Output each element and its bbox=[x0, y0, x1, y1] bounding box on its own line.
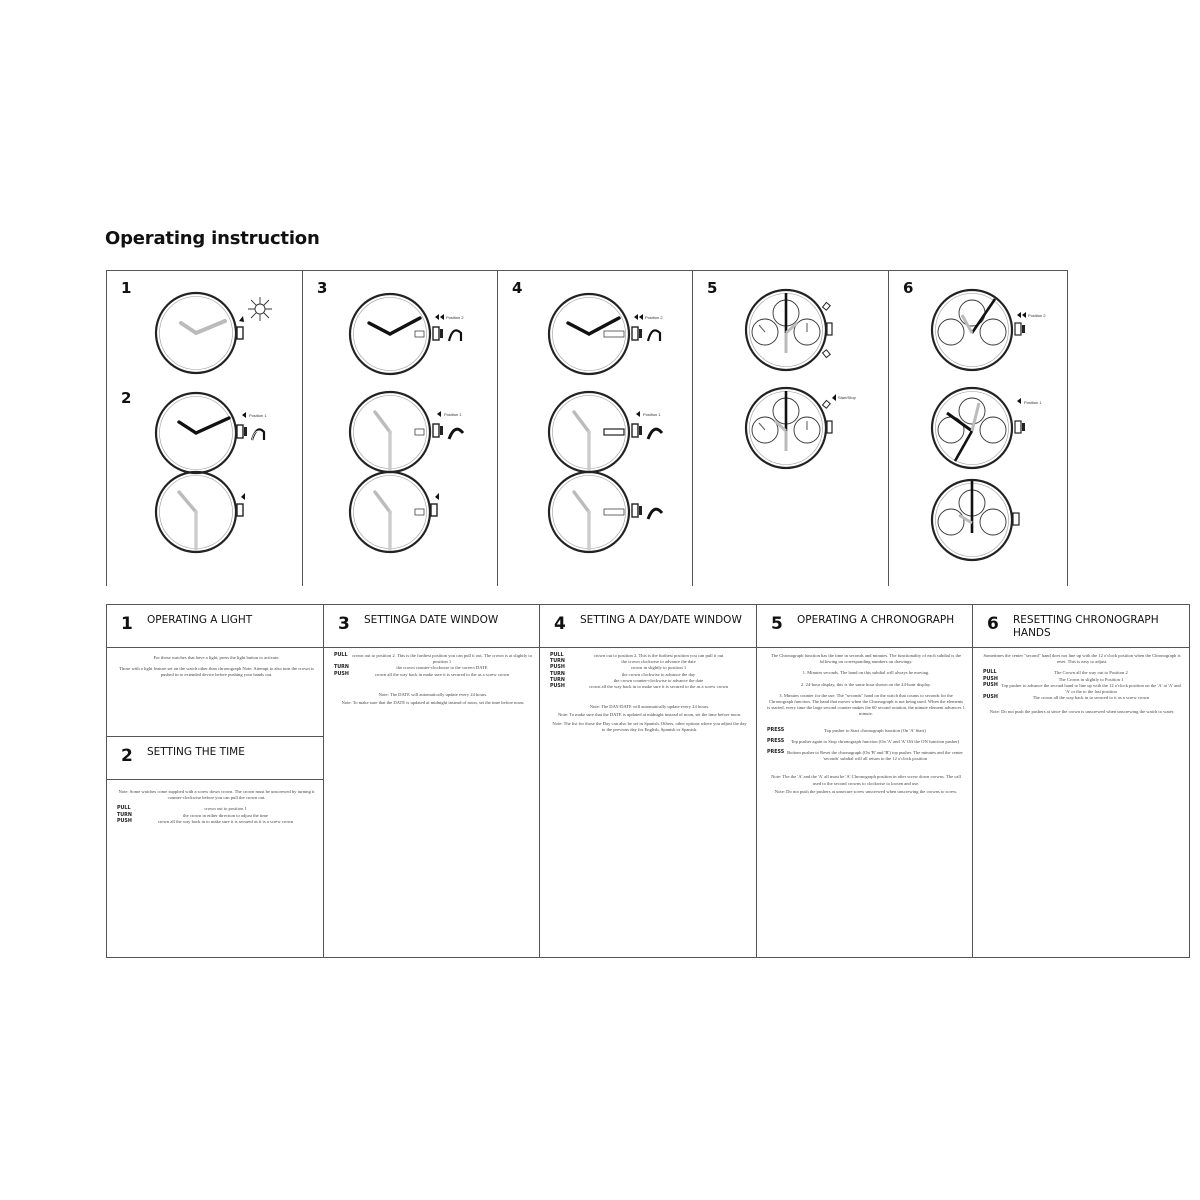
section-header-6 bbox=[973, 605, 1189, 648]
diagram-row bbox=[106, 270, 1068, 586]
section-body-1 bbox=[117, 655, 316, 684]
diagram-number-4: 4 bbox=[512, 279, 523, 297]
diagram-panel-5 bbox=[692, 271, 889, 586]
instruction-column-5 bbox=[756, 605, 973, 957]
section-number: 6 bbox=[987, 614, 999, 634]
diagram-number-1: 1 bbox=[121, 279, 132, 297]
section-body-3 bbox=[334, 653, 532, 711]
step-text: The Crown all the way out to Position 2 bbox=[1054, 670, 1128, 676]
rotate-arrow-icon bbox=[449, 330, 461, 341]
page-title: Operating instruction bbox=[105, 228, 320, 249]
section-note: Note: Do not push the pushers at since the crown is unscrewed when unscrewing the watch to water. bbox=[989, 709, 1175, 715]
rotate-arrow-icon bbox=[648, 330, 660, 341]
section-number: 5 bbox=[771, 614, 783, 634]
section-note: Note: The list for those the Day can also be set in Spanish. Others, other options where you adjust the day to the previous day for English, Spanish or Spanish. bbox=[552, 720, 747, 732]
section-number: 1 bbox=[121, 614, 133, 634]
watch-diagram-date-turn bbox=[345, 387, 495, 477]
step-row bbox=[983, 683, 1181, 695]
section-header-1 bbox=[107, 605, 324, 648]
diagram-label-start-stop: Start/Stop bbox=[838, 395, 856, 400]
step-text: The Crown in slightly to Position 1 bbox=[1058, 676, 1124, 682]
section-note: Note: The the 'A' and the 'A' all must be 'A' Chronograph position in after screw down crowns. The call used to the second crowns to clockwise to loosen and use. bbox=[771, 774, 961, 786]
step-row bbox=[983, 695, 1181, 701]
step-text: Top pusher to Start chronograph function (On 'A' Start) bbox=[824, 727, 926, 733]
section-body-5 bbox=[767, 653, 965, 800]
step-keyword: PULL bbox=[334, 653, 348, 658]
step-row bbox=[767, 728, 965, 734]
section-body-2 bbox=[117, 789, 316, 825]
step-text: crown out to position 1 bbox=[204, 806, 247, 812]
diagram-panel-3 bbox=[302, 271, 498, 586]
section-number: 2 bbox=[121, 746, 133, 766]
diagram-label-position2: Position 2 bbox=[645, 315, 663, 320]
step-row bbox=[550, 684, 749, 690]
step-keyword: PUSH bbox=[117, 818, 132, 824]
section-note: Note: The DATE will automatically update every 24 hours. bbox=[378, 691, 488, 697]
step-keyword: PUSH bbox=[334, 671, 349, 677]
step-keyword: PULL bbox=[117, 806, 131, 812]
step-keyword: PULL bbox=[983, 670, 997, 676]
section-note: Note: Do not push the pushers at unsecure screw unscrewed when unscrewing the crowns to screw. bbox=[774, 788, 958, 794]
step-keyword: PRESS bbox=[767, 727, 785, 733]
section-paragraph: Those with a light feature set on the watch other than chronograph Note: Attempt to also turn the crown is pushed in to extended device before pushing your hands out. bbox=[119, 666, 314, 678]
section-header-5 bbox=[757, 605, 973, 648]
section-body-4 bbox=[550, 653, 749, 738]
diagram-label-position1: Position 1 bbox=[249, 413, 267, 418]
step-text: Top pusher to advance the second hand to line up with the 12 o'clock position on the 'A' at 'A' and 'A' or the to the last position bbox=[1001, 682, 1181, 695]
step-keyword: TURN bbox=[550, 677, 565, 683]
watch-diagram-chrono-stop bbox=[741, 383, 891, 473]
diagram-number-3: 3 bbox=[317, 279, 328, 297]
diagram-label-position2: Position 2 bbox=[1028, 313, 1046, 318]
watch-diagram-daydate-turn bbox=[544, 387, 694, 477]
step-text: Top pusher again to Stop chronograph function (On 'A' and 'A' Off the ON function pusher) bbox=[790, 738, 960, 744]
diagram-panel-6 bbox=[888, 271, 1068, 586]
section-body-6 bbox=[983, 653, 1181, 721]
section-note: Note: To make sure that the DATE is updated at midnight instead of noon, set the time before noon. bbox=[341, 700, 525, 706]
watch-diagram-reset-pull bbox=[927, 285, 1067, 375]
section-paragraph: Note: Some watches come supplied with a screw down crown. The crown must be unscrewed by turning it counter-clockwise before you can pull the crown out. bbox=[118, 789, 315, 801]
step-keyword: PUSH bbox=[983, 676, 998, 682]
section-paragraph: 2. 24-hour display, this is the same hour shown on the 24-hour display. bbox=[801, 681, 931, 687]
instruction-column-1 bbox=[106, 605, 324, 957]
section-paragraph: The Chronograph function has the time in seconds and minutes. The functionality of each subdial is the following on corresponding numbers on drawings: bbox=[770, 653, 962, 665]
watch-diagram-light bbox=[151, 287, 291, 377]
section-header-4 bbox=[540, 605, 757, 648]
step-keyword: PUSH bbox=[983, 682, 998, 688]
watch-diagram-time-pushed bbox=[151, 467, 271, 567]
diagram-number-2: 2 bbox=[121, 389, 132, 407]
step-text: the crown counter-clockwise to advance the date bbox=[613, 677, 704, 683]
rotate-arrow-icon bbox=[449, 429, 463, 439]
section-note: Note: The DAY/DATE will automatically update every 24 hours. bbox=[589, 704, 710, 710]
step-text: the crown clockwise to advance the date bbox=[621, 659, 696, 665]
section-paragraph: 1. Minutes seconds. The hand on this subdial will always be moving. bbox=[802, 670, 930, 676]
step-keyword: TURN bbox=[550, 659, 565, 665]
instruction-column-4 bbox=[539, 605, 757, 957]
diagram-label-position1: Position 1 bbox=[643, 412, 661, 417]
section-paragraph: Sometimes the center "second" hand does not line up with the 12 o'clock position when the Chronograph is reset. This is easy to adjust. bbox=[983, 653, 1181, 665]
instruction-column-6 bbox=[972, 605, 1189, 957]
section-note: Note: To make sure that the DATE is updated at midnight instead of noon, set the time before noon. bbox=[557, 712, 742, 718]
instruction-column-3 bbox=[323, 605, 540, 957]
watch-diagram-chrono-start bbox=[741, 285, 881, 375]
step-text: the crown clockwise to advance the day bbox=[621, 671, 696, 677]
watch-diagram-daydate-pull bbox=[544, 287, 694, 377]
diagram-number-5: 5 bbox=[707, 279, 718, 297]
section-number: 4 bbox=[554, 614, 566, 634]
step-keyword: PRESS bbox=[767, 750, 785, 756]
diagram-label-position1: Position 1 bbox=[444, 412, 462, 417]
step-text: crown out to position 2. This is the furthest position you can pull it out. The crown is at slightly to position 1 bbox=[352, 653, 532, 665]
step-row bbox=[767, 750, 965, 762]
rotate-arrow-icon bbox=[648, 509, 662, 519]
watch-diagram-daydate-push bbox=[544, 467, 684, 567]
watch-diagram-reset-advance bbox=[927, 383, 1067, 473]
section-paragraph: 3. Minutes counter for the use. The "seconds" hand on the watch that counts to seconds for the Chronograph function. The hand that moves when the Chronograph is not being used. When the elements is started, every time the large second counter makes the 60 second rotation, the minute element advances 1 minute. bbox=[767, 692, 965, 717]
step-row bbox=[334, 653, 532, 665]
watch-diagram-date-pull bbox=[345, 287, 495, 377]
step-keyword: PRESS bbox=[767, 738, 785, 744]
step-row bbox=[767, 739, 965, 745]
diagram-number-6: 6 bbox=[903, 279, 914, 297]
section-number: 3 bbox=[338, 614, 350, 634]
section-paragraph: For those watches that have a light, press the light button to activate. bbox=[153, 655, 280, 660]
watch-diagram-reset-done bbox=[927, 475, 1047, 565]
watch-diagram-date-push bbox=[345, 467, 465, 567]
step-text: crown out to position 2. This is the furthest position you can pull it out bbox=[593, 653, 724, 658]
step-text: The crown all the way back in to secured to it as a screw crown bbox=[1032, 695, 1150, 701]
section-title: RESETTING CHRONOGRAPH HANDS bbox=[1013, 614, 1159, 639]
step-text: crown in slightly to position 1 bbox=[630, 665, 687, 671]
section-title: SETTING A DAY/DATE WINDOW bbox=[580, 614, 742, 626]
step-keyword: TURN bbox=[117, 812, 132, 818]
diagram-label-position2: Position 2 bbox=[446, 315, 464, 320]
step-text: the crown in either direction to adjust the time bbox=[183, 812, 268, 818]
section-title: OPERATING A CHRONOGRAPH bbox=[797, 614, 955, 626]
section-title: SETTING THE TIME bbox=[147, 746, 245, 758]
step-text: crown all the way back in to make sure it is secured as it is a screw crown bbox=[157, 818, 294, 824]
diagram-label-position1: Position 1 bbox=[1024, 400, 1042, 405]
step-text: crown all the way back in to make sure it is secured to the as a screw crown bbox=[588, 684, 729, 690]
watch-diagram-set-time bbox=[151, 388, 301, 478]
step-text: crown all the way back in make sure it is secured to the as a screw crown bbox=[374, 671, 510, 677]
step-text: the crown counter-clockwise to the correct DATE bbox=[396, 665, 488, 671]
step-text: Bottom pusher to Reset the chronograph (On 'B' and 'B') top pusher. The minutes and the center 'seconds' subdial will all return to the 12 o'clock position bbox=[787, 750, 963, 762]
instruction-panels bbox=[106, 604, 1190, 958]
step-keyword: TURN bbox=[334, 665, 349, 671]
diagram-panel-1-2 bbox=[106, 271, 303, 586]
step-keyword: PUSH bbox=[550, 684, 565, 690]
section-title: OPERATING A LIGHT bbox=[147, 614, 253, 626]
light-burst-icon bbox=[248, 297, 272, 321]
step-keyword: PUSH bbox=[983, 695, 998, 701]
section-title: SETTINGA DATE WINDOW bbox=[364, 614, 499, 626]
section-header-2 bbox=[107, 737, 324, 780]
step-row bbox=[117, 819, 316, 825]
step-keyword: PUSH bbox=[550, 665, 565, 671]
diagram-panel-4 bbox=[497, 271, 693, 586]
step-keyword: PULL bbox=[550, 653, 564, 658]
step-keyword: TURN bbox=[550, 671, 565, 677]
step-row bbox=[334, 672, 532, 678]
rotate-arrow-icon bbox=[648, 429, 662, 439]
section-header-3 bbox=[324, 605, 540, 648]
